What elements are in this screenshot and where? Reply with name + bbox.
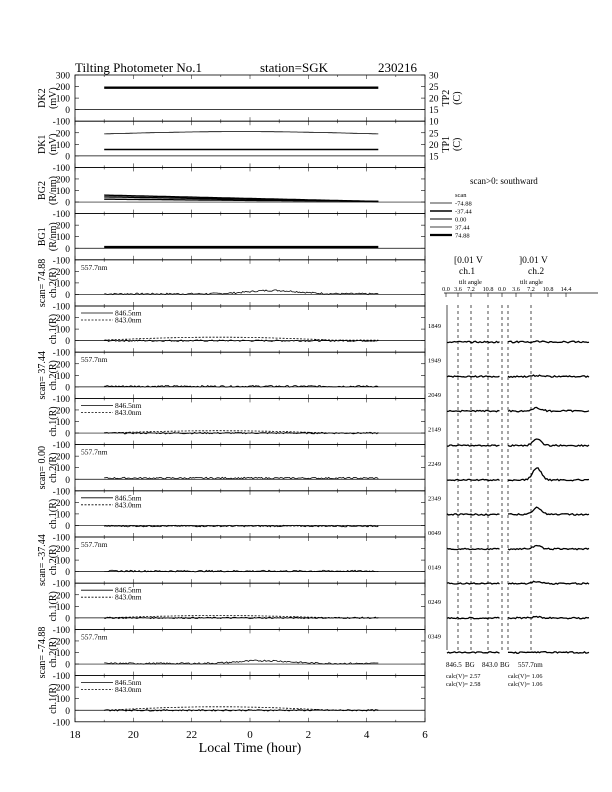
panel-s5c1 [48, 672, 425, 722]
ch1-trace [447, 617, 500, 618]
panel-ylabel [37, 222, 59, 251]
y-tick-label: 100 [55, 695, 70, 706]
row-time-label: 2349 [428, 495, 441, 503]
y-tick-label: -100 [52, 718, 70, 729]
wavelength-label: 557.7nm [81, 447, 108, 457]
y-tick-label: 200 [55, 360, 70, 371]
y-tick-label: -100 [52, 210, 70, 221]
angle-tick-label: 7.2 [467, 286, 475, 293]
y-tick-label: 100 [55, 556, 70, 567]
panel-ylabel [37, 87, 59, 109]
angle-tick-label: 3.6 [512, 286, 520, 293]
y-tick-label: -100 [52, 579, 70, 590]
panel-bg1 [37, 210, 425, 260]
calc-value: calc(V)= 1.06 [508, 681, 543, 688]
series-line [104, 660, 378, 664]
right-axis-label [441, 90, 463, 107]
y-tick-label: 100 [55, 279, 70, 290]
panel-s4c1 [48, 580, 425, 630]
scan-value: -74.88 [455, 200, 472, 208]
y-tick-label: 0 [65, 106, 70, 117]
panel-frame [75, 537, 425, 583]
scan-direction-note: scan>0: southward [470, 176, 538, 186]
ch1-trace [447, 652, 500, 653]
angle-tick-label: 7.2 [527, 286, 535, 293]
y-tick-label: 100 [55, 140, 70, 151]
ch2-scale-header: ]0.01 V [519, 256, 548, 266]
panel-bg2 [37, 164, 425, 214]
panel-s2c1 [48, 395, 425, 445]
y-tick-label: -100 [52, 302, 70, 313]
panel-ylabel [37, 133, 59, 155]
panel-frame [75, 352, 425, 398]
panel-s1c1 [48, 303, 425, 353]
y-tick-label: -100 [52, 672, 70, 683]
ylabel-line: ch.1(R) [48, 406, 59, 437]
ch2-trace [508, 375, 589, 377]
angle-tick-label: 0.0 [442, 286, 450, 293]
right-tick-label: 25 [429, 83, 439, 94]
ylabel-line: DK1 [37, 134, 48, 155]
row-time-label: 2149 [428, 426, 441, 434]
channel-label: BG [465, 661, 475, 669]
channel-label: 846.5 [446, 661, 462, 669]
ch1-trace [447, 583, 500, 584]
y-tick-label: 0 [65, 614, 70, 625]
row-time-label: 0349 [428, 633, 441, 641]
panel-frame [75, 214, 425, 260]
y-tick-label: 200 [55, 545, 70, 556]
ylabel-line: scan= 0.00 [37, 445, 48, 490]
panel-frame [75, 260, 425, 306]
legend-label: 843.0nm [115, 407, 142, 417]
ch2-trace [508, 616, 589, 618]
panel-frame [75, 629, 425, 675]
row-time-label: 0049 [428, 530, 441, 537]
row-time-label: 2249 [428, 461, 441, 468]
y-tick-label: 100 [55, 510, 70, 521]
y-tick-label: 100 [55, 602, 70, 613]
panel-s5c2 [37, 626, 425, 678]
x-tick-label: 0 [247, 728, 253, 741]
y-tick-label: 200 [55, 129, 70, 140]
ch2-trace [508, 439, 589, 446]
right-tick-label: 15 [429, 152, 439, 163]
ylabel-line: (R/nm) [48, 176, 59, 205]
ylabel-line: BG2 [37, 181, 48, 200]
y-tick-label: 200 [55, 83, 70, 94]
y-tick-label: 100 [55, 649, 70, 659]
y-tick-label: 0 [65, 475, 70, 486]
panel-ylabel [48, 591, 59, 621]
x-tick-label: 20 [127, 728, 139, 741]
y-tick-label: 200 [55, 498, 70, 509]
y-tick-label: 0 [65, 383, 70, 394]
row-time-label: 0249 [428, 599, 441, 606]
y-tick-label: -100 [52, 117, 70, 128]
ch2-trace [508, 507, 589, 515]
y-tick-label: 200 [55, 452, 70, 463]
right-tick-label: 20 [429, 140, 439, 151]
ylabel-line: (R/nm) [48, 222, 59, 252]
right-tick-label: 30 [429, 71, 439, 82]
ylabel-line: BG1 [37, 227, 48, 247]
panel-frame [75, 121, 425, 167]
right-tick-label: 25 [429, 129, 439, 140]
ch1-trace [447, 514, 500, 515]
y-tick-label: 300 [55, 71, 70, 82]
panel-s3c1 [48, 487, 425, 537]
x-tick-label: 6 [422, 728, 428, 741]
ch2-trace [508, 652, 589, 654]
y-tick-label: 100 [55, 187, 70, 197]
panel-s1c2 [37, 256, 425, 307]
y-tick-label: 200 [55, 637, 70, 648]
scan-value: -37.44 [455, 208, 472, 216]
tilt-angle-label: tilt angle [520, 279, 543, 286]
y-tick-label: 0 [65, 290, 70, 301]
ylabel-line: ch.1(R) [48, 313, 59, 345]
ylabel-line: TP1 [441, 135, 452, 153]
ylabel-line: ch.1(R) [48, 591, 59, 622]
y-tick-label: 0 [65, 152, 70, 163]
y-tick-label: -100 [52, 394, 70, 405]
ylabel-line: TP2 [441, 89, 452, 107]
ch2-trace [508, 546, 589, 550]
series-line [104, 132, 378, 134]
y-tick-label: 0 [65, 568, 70, 579]
row-time-label: 1949 [428, 357, 441, 365]
y-tick-label: -100 [52, 163, 70, 174]
y-tick-label: 200 [55, 221, 70, 232]
wavelength-label: 557.7nm [81, 262, 108, 272]
station-label: station=SGK [260, 60, 329, 75]
ch2-trace [508, 407, 589, 411]
y-tick-label: 200 [55, 683, 70, 694]
figure-header [75, 60, 418, 75]
x-tick-label: 22 [186, 728, 198, 741]
ylabel-line: scan= -74.88 [37, 626, 48, 679]
legend-label: 843.0nm [115, 592, 142, 602]
channel-label: 557.7nm [518, 661, 543, 669]
wavelength-label: 557.7nm [81, 540, 108, 549]
calc-value: calc(V)= 1.06 [508, 673, 543, 680]
panel-dk1 [37, 118, 463, 168]
right-tick-label: 10 [429, 117, 439, 128]
angle-tick-label: 0.0 [498, 286, 506, 293]
x-tick-label: 2 [305, 728, 312, 741]
right-tick-label: 15 [429, 106, 439, 117]
panel-frame [75, 167, 425, 213]
angle-tick-label: 10.8 [482, 286, 494, 293]
right-tick-label: 20 [429, 94, 439, 105]
panel-s4c2 [37, 534, 425, 586]
legend-label: 846.5nm [115, 678, 142, 688]
ch2-trace [508, 341, 589, 343]
ylabel-line: (mV) [48, 87, 59, 109]
y-tick-label: -100 [52, 533, 70, 544]
y-tick-label: 100 [55, 371, 70, 382]
panel-ylabel [48, 684, 59, 714]
y-tick-label: 200 [55, 175, 70, 186]
ch1-trace [447, 548, 500, 549]
panel-stack [37, 72, 463, 722]
x-tick-label: 18 [69, 728, 81, 741]
ylabel-line: ch.2(R) [48, 637, 59, 668]
ch1-trace [447, 376, 500, 377]
channel-label: 843.0 [482, 661, 498, 669]
ch2-trace [508, 581, 589, 584]
y-tick-label: 0 [65, 429, 70, 440]
ylabel-line: scan= -37.44 [37, 534, 48, 586]
date-label: 230216 [378, 60, 417, 75]
calc-value: calc(V)= 2.57 [446, 673, 481, 680]
y-tick-label: 100 [55, 418, 70, 428]
legend-label: 843.0nm [115, 500, 142, 510]
ylabel-line: scan= 37.44 [37, 351, 48, 400]
x-axis-label: Local Time (hour) [198, 740, 302, 756]
ch1-scale-header: [0.01 V [454, 256, 483, 266]
y-tick-label: 0 [65, 521, 70, 532]
angle-tick-label: 10.8 [542, 286, 554, 293]
y-tick-label: 100 [55, 464, 70, 475]
y-tick-label: 0 [65, 244, 70, 255]
panel-ylabel [48, 499, 59, 529]
ylabel-line: (C) [452, 137, 463, 151]
angle-tick-label: 14.4 [560, 286, 572, 293]
y-tick-label: 0 [65, 660, 70, 671]
wavelength-label: 557.7nm [81, 632, 108, 642]
panel-frame [75, 75, 425, 121]
row-time-label: 0149 [428, 564, 441, 572]
ylabel-line: (mV) [48, 133, 59, 156]
row-time-label: 2049 [428, 392, 441, 399]
x-axis [53, 718, 429, 756]
scan-value: 0.00 [455, 216, 467, 224]
legend-label: 846.5nm [115, 308, 142, 318]
panel-frame [75, 445, 425, 491]
ylabel-line: ch.2(R) [48, 360, 59, 391]
y-tick-label: 200 [55, 406, 70, 417]
ch1-name: ch.1 [459, 267, 476, 277]
channel-label: BG [500, 661, 510, 669]
ylabel-line: ch.1(R) [48, 498, 59, 530]
y-tick-label: 0 [65, 706, 70, 717]
ylabel-line: ch.2(R) [48, 267, 59, 299]
ch2-name: ch.2 [528, 267, 545, 277]
ch1-trace [447, 341, 500, 342]
angle-tick-label: 3.6 [454, 286, 462, 293]
scan-value: 37.44 [455, 224, 470, 232]
y-tick-label: 100 [55, 325, 70, 336]
legend-label: 846.5nm [115, 400, 142, 410]
legend-label: 843.0nm [115, 685, 142, 695]
panel-ylabel [48, 406, 59, 436]
legend-label: 846.5nm [115, 585, 142, 595]
legend-label: 843.0nm [115, 315, 142, 325]
tilt-angle-panel [428, 256, 598, 688]
y-tick-label: 100 [55, 94, 70, 105]
panel-s3c2 [37, 441, 425, 491]
scan-heading: scan [455, 192, 467, 199]
series-line [104, 290, 378, 295]
ylabel-line: ch.2(R) [48, 544, 59, 576]
y-tick-label: -100 [52, 487, 70, 498]
ylabel-line: (C) [452, 91, 463, 105]
y-tick-label: 0 [65, 198, 70, 209]
ylabel-line: ch.2(R) [48, 452, 59, 483]
figure-title: Tilting Photometer No.1 [75, 60, 203, 75]
y-tick-label: 100 [55, 233, 70, 244]
ylabel-line: ch.1(R) [48, 683, 59, 714]
panel-ylabel [48, 314, 59, 344]
series-line [104, 477, 378, 479]
row-time-label: 1849 [428, 323, 441, 330]
ch1-trace [447, 410, 500, 411]
ylabel-line: scan= 74.88 [37, 258, 48, 308]
panel-ylabel [37, 176, 59, 205]
calc-value: calc(V)= 2.58 [446, 681, 481, 688]
y-tick-label: -100 [52, 625, 70, 636]
panel-dk2 [37, 72, 463, 122]
y-tick-label: 200 [55, 267, 70, 278]
y-tick-label: -100 [52, 348, 70, 359]
ch1-trace [447, 445, 500, 446]
series-line [104, 386, 378, 388]
tilt-angle-label: tilt angle [459, 279, 482, 286]
ch2-trace [508, 468, 589, 481]
series-line [104, 337, 378, 340]
y-tick-label: -100 [52, 256, 70, 267]
scan-value: 74.88 [455, 232, 470, 240]
y-tick-label: 200 [55, 591, 70, 602]
scan-legend [430, 176, 538, 240]
y-tick-label: 200 [55, 314, 70, 325]
ylabel-line: DK2 [37, 88, 48, 108]
panel-s2c2 [37, 349, 425, 400]
right-axis-label [441, 136, 463, 153]
x-tick-label: 4 [363, 728, 370, 741]
ch1-trace [447, 479, 500, 480]
y-tick-label: -100 [52, 441, 70, 452]
legend-label: 846.5nm [115, 493, 142, 503]
wavelength-label: 557.7nm [81, 355, 108, 365]
y-tick-label: 0 [65, 337, 70, 348]
